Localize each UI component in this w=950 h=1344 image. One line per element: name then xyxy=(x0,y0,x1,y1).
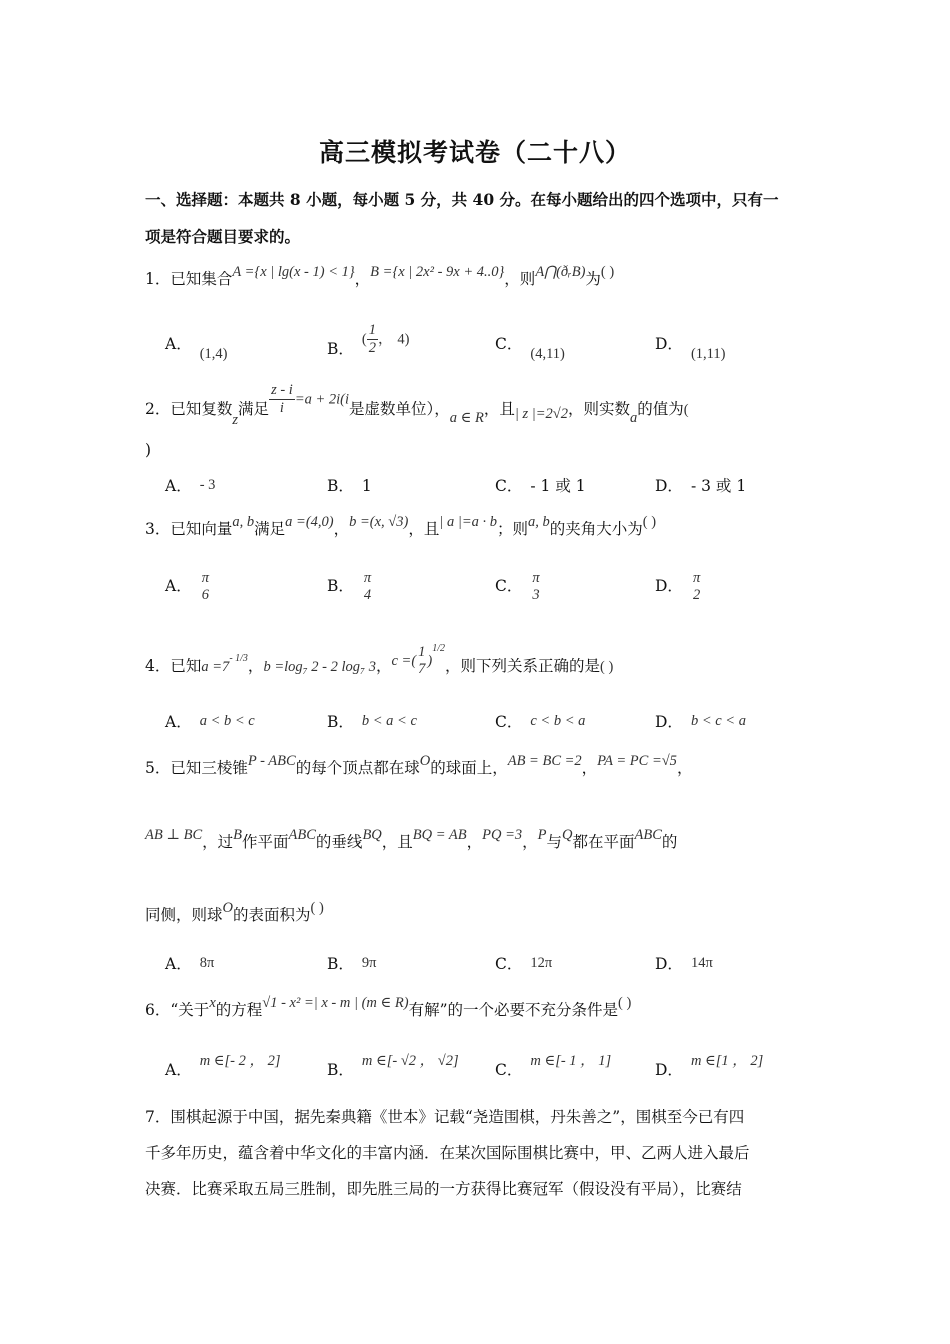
option-value: 4) xyxy=(397,331,410,348)
question-text: 满足 xyxy=(238,399,270,418)
question-number: 4． xyxy=(145,657,171,675)
question-text: 的球面上， xyxy=(430,759,508,777)
question-text: 是虚数单位）， xyxy=(349,399,450,418)
question-text: ， xyxy=(247,657,264,675)
question-text: 作平面 xyxy=(242,833,289,851)
option-label: D． xyxy=(655,713,683,731)
math-expr: AB = BC =2 xyxy=(507,753,582,769)
answer-paren: ( xyxy=(683,401,689,418)
option-value: b < c < a xyxy=(690,713,746,729)
question-text: ，且 xyxy=(483,399,515,418)
section-heading-line-1: 一、选择题：本题共 8 小题，每小题 5 分，共 40 分。在每小题给出的四个选项中，只有一 xyxy=(145,190,779,209)
math-expr: O xyxy=(419,753,431,769)
q5-option-a[interactable] xyxy=(165,952,214,974)
q2-option-d[interactable] xyxy=(655,474,746,496)
math-expr: B ={x | 2x² - 9x + 4..0} xyxy=(370,264,505,280)
question-text: ， xyxy=(466,833,483,851)
option-value: (1,4) xyxy=(199,346,228,362)
math-expr: c =( xyxy=(391,653,417,669)
math-expr: AB ⊥ BC xyxy=(145,827,203,843)
option-value: (1,11) xyxy=(690,346,726,362)
math-expr: √1 - x² =| x - m | (m ∈ R) xyxy=(262,995,409,1011)
option-value: ， xyxy=(377,331,393,348)
option-label: C． xyxy=(495,713,523,731)
question-text: 同侧，则球 xyxy=(145,906,223,924)
q2-paren-close: ) xyxy=(145,441,152,459)
option-label: B． xyxy=(327,713,354,731)
answer-paren: ( ) xyxy=(310,900,324,916)
question-1 xyxy=(145,264,810,291)
q2-option-a[interactable] xyxy=(165,474,215,496)
math-expr: b =(x, √3) xyxy=(349,514,409,530)
question-text: 都在平面 xyxy=(572,833,635,851)
math-sup: - 1/3 xyxy=(229,653,248,664)
q4-option-a[interactable] xyxy=(165,710,255,732)
option-value: 14π xyxy=(690,955,713,971)
option-label: C． xyxy=(495,1061,523,1079)
q5-option-d[interactable] xyxy=(655,952,713,974)
question-text: 的 xyxy=(661,833,678,851)
q3-option-c[interactable] xyxy=(495,570,542,604)
fraction: $\frac{1}{2}$ xyxy=(368,322,376,356)
option-value: - 1 或 1 xyxy=(530,477,586,495)
question-text: 的每个顶点都在球 xyxy=(295,759,420,777)
question-text: 已知复数 xyxy=(170,399,233,418)
math-expr: O xyxy=(222,900,233,916)
math-expr: ) xyxy=(427,653,433,669)
option-value: 9π xyxy=(361,955,377,971)
fraction: $\frac{z - i}{i}$ xyxy=(271,382,293,416)
math-expr: B xyxy=(233,827,243,843)
option-label: D． xyxy=(655,1061,683,1079)
question-text: ， xyxy=(676,759,693,777)
math-expr: z xyxy=(232,411,239,428)
question-text: 的垂线 xyxy=(315,833,363,851)
q1-option-a[interactable] xyxy=(165,332,228,362)
question-text: 已知向量 xyxy=(170,520,233,538)
option-label: B． xyxy=(327,339,354,358)
option-value: - 3 或 1 xyxy=(690,477,747,495)
q4-option-d[interactable] xyxy=(655,710,746,732)
math-expr: P - ABC xyxy=(247,753,296,769)
q1-option-c[interactable] xyxy=(495,332,565,362)
q3-option-a[interactable] xyxy=(165,570,211,604)
question-7-line-2: 千多年历史，蕴含着中华文化的丰富内涵．在某次国际围棋比赛中，甲、乙两人进入最后 xyxy=(145,1144,750,1162)
q2-option-c[interactable] xyxy=(495,474,586,496)
math-expr: P xyxy=(537,827,547,843)
option-value: 8π xyxy=(199,955,215,971)
option-label: C． xyxy=(495,955,523,973)
q1-option-d[interactable] xyxy=(655,332,726,362)
question-number: 3． xyxy=(145,520,171,538)
math-expr: a =7 xyxy=(201,659,230,675)
question-text: 为 xyxy=(585,270,601,288)
math-expr: | a |=a · b xyxy=(439,514,497,530)
question-text: ， xyxy=(354,270,371,288)
section-heading-line-2: 项是符合题目要求的。 xyxy=(145,227,301,246)
option-label: B． xyxy=(327,577,354,595)
math-expr: BQ = AB xyxy=(412,827,467,843)
question-text: ，且 xyxy=(408,520,440,538)
math-expr: x xyxy=(209,995,216,1011)
question-2 xyxy=(145,382,810,428)
question-text: 已知三棱锥 xyxy=(170,759,248,777)
math-expr: Q xyxy=(562,827,573,843)
option-label: B． xyxy=(327,955,354,973)
option-value: ( xyxy=(361,331,367,348)
question-text: 的表面积为 xyxy=(233,906,311,924)
fraction: π 4 xyxy=(363,570,372,603)
math-expr: ABC xyxy=(634,827,662,843)
question-text: 的方程 xyxy=(215,1001,263,1019)
question-text: 与 xyxy=(546,833,563,851)
q5-option-c[interactable] xyxy=(495,952,552,974)
math-expr: PA = PC =√5 xyxy=(597,753,677,769)
question-5-line-2 xyxy=(145,827,810,854)
q5-option-b[interactable] xyxy=(327,952,376,974)
option-label: C． xyxy=(495,335,523,353)
option-value: m ∈[- √2 ， √2] xyxy=(361,1053,459,1069)
option-label: B． xyxy=(327,477,354,495)
page-title: 高三模拟考试卷（二十八） xyxy=(318,138,631,167)
q2-option-b[interactable] xyxy=(327,474,372,496)
math-sup: 1/2 xyxy=(432,643,446,654)
option-label: D． xyxy=(655,335,683,353)
q3-option-d[interactable] xyxy=(655,570,702,604)
question-text: ，则下列关系正确的是 xyxy=(445,657,601,675)
question-text: 的夹角大小为 xyxy=(549,520,643,538)
question-text: ， xyxy=(581,759,598,777)
question-4 xyxy=(145,643,810,684)
math-expr: A ={x | lg(x - 1) < 1} xyxy=(232,264,355,280)
question-number: 5． xyxy=(145,759,171,777)
option-label: D． xyxy=(655,955,683,973)
question-text: 已知 xyxy=(170,657,202,675)
math-expr: ABC xyxy=(288,827,316,843)
fraction: 1 7 xyxy=(418,644,426,677)
option-label: A． xyxy=(165,335,192,353)
question-5-line-1 xyxy=(145,753,810,780)
option-value: m ∈[1 ， 2] xyxy=(690,1053,764,1069)
option-value: 12π xyxy=(530,955,553,971)
question-6 xyxy=(145,995,810,1022)
math-expr: a =(4,0) xyxy=(285,514,334,530)
math-expr: a xyxy=(630,409,638,426)
math-expr: BQ xyxy=(362,827,382,843)
question-text: 的值为 xyxy=(637,399,684,418)
option-value: m ∈[- 2 ， 2] xyxy=(199,1053,281,1069)
answer-paren: ( ) xyxy=(600,659,614,675)
math-expr: a ∈ R xyxy=(449,409,484,426)
question-text: ，则实数 xyxy=(568,399,631,418)
math-expr: a, b xyxy=(232,514,255,530)
question-text: ，且 xyxy=(381,833,413,851)
answer-paren: ( ) xyxy=(618,995,632,1011)
option-label: C． xyxy=(495,477,523,495)
question-text: ， xyxy=(333,520,350,538)
question-text: 有解”的一个必要不充分条件是 xyxy=(408,1001,618,1019)
q1-option-b[interactable] xyxy=(327,322,410,357)
option-value: m ∈[- 1 ， 1] xyxy=(530,1053,612,1069)
question-text: ；则 xyxy=(497,520,529,538)
option-label: A． xyxy=(165,955,192,973)
q6-option-c[interactable] xyxy=(495,1053,612,1080)
question-number: 2． xyxy=(145,399,171,418)
question-text: ，则 xyxy=(504,270,536,288)
q3-option-b[interactable] xyxy=(327,570,373,604)
fraction: π 3 xyxy=(532,570,540,603)
question-text: ， xyxy=(375,657,392,675)
question-5-line-3 xyxy=(145,900,810,927)
option-value: - 3 xyxy=(199,477,216,493)
option-label: A． xyxy=(165,577,192,595)
q4-option-c[interactable] xyxy=(495,710,585,732)
q6-option-b[interactable] xyxy=(327,1053,459,1080)
question-text: “关于 xyxy=(170,1001,210,1019)
option-value: b < a < c xyxy=(361,713,417,729)
answer-paren: ( ) xyxy=(642,514,657,530)
option-value: 1 xyxy=(361,477,372,495)
q6-option-d[interactable] xyxy=(655,1053,764,1080)
fraction: π 6 xyxy=(201,570,209,603)
question-text: ，过 xyxy=(202,833,234,851)
q4-option-b[interactable] xyxy=(327,710,417,732)
fraction: π 2 xyxy=(692,570,701,603)
answer-paren: ( ) xyxy=(600,264,615,280)
math-expr: a, b xyxy=(528,514,550,530)
math-expr: | z |=2√2 xyxy=(514,405,569,422)
option-label: C． xyxy=(495,577,523,595)
q6-option-a[interactable] xyxy=(165,1053,281,1080)
question-text: 已知集合 xyxy=(170,270,233,288)
option-label: A． xyxy=(165,477,192,495)
option-value: a < b < c xyxy=(199,713,255,729)
question-7-line-1: 7．围棋起源于中国，据先秦典籍《世本》记载“尧造围棋，丹朱善之”，围棋至今已有四 xyxy=(145,1108,745,1126)
math-expr: PQ =3 xyxy=(482,827,523,843)
math-expr: =a + 2i(i xyxy=(294,391,350,408)
question-text: ， xyxy=(522,833,538,851)
option-label: B． xyxy=(327,1061,354,1079)
option-label: D． xyxy=(655,577,683,595)
option-label: D． xyxy=(655,477,683,495)
question-number: 6． xyxy=(145,1001,171,1019)
question-7-line-3: 决赛．比赛采取五局三胜制，即先胜三局的一方获得比赛冠军（假设没有平局），比赛结 xyxy=(145,1180,742,1198)
math-expr: A⋂(ðᵣB) xyxy=(535,264,586,280)
option-value: c < b < a xyxy=(530,713,586,729)
question-3 xyxy=(145,514,810,541)
option-label: A． xyxy=(165,1061,192,1079)
option-label: A． xyxy=(165,713,192,731)
math-expr: b =log₇ 2 - 2 log₇ 3 xyxy=(263,659,376,675)
question-text: 满足 xyxy=(254,520,286,538)
question-number: 1． xyxy=(145,270,171,288)
option-value: (4,11) xyxy=(530,346,565,362)
